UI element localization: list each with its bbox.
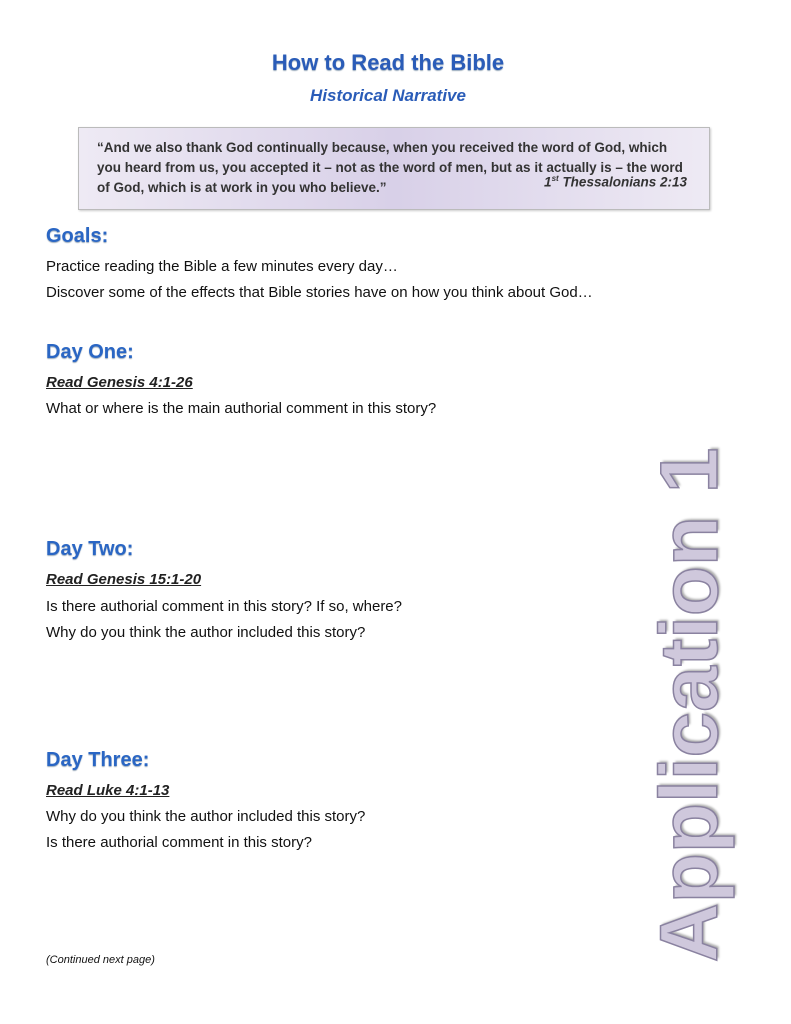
goals-heading: Goals: [46,225,109,247]
continued-note: (Continued next page) [46,954,155,966]
question: What or where is the main authorial comment in this story? [46,400,437,417]
day-three-reading: Read Luke 4:1-13 [46,782,170,799]
ref-book: Thessalonians 2:13 [558,174,687,189]
ref-num: 1 [544,174,552,189]
day-three-heading: Day Three: [46,749,150,771]
side-label [640,447,740,963]
ref-sup: st [551,173,559,183]
side-label-text: Application 1 [644,447,735,963]
goal-line: Practice reading the Bible a few minutes every day… [46,258,398,275]
scripture-quote-box [78,127,710,210]
question: Why do you think the author included this story? [46,624,366,641]
day-two-reading: Read Genesis 15:1-20 [46,571,202,588]
page-title: How to Read the Bible [271,50,505,75]
day-two-heading: Day Two: [46,538,134,560]
question: Is there authorial comment in this story? If so, where? [46,598,402,615]
quote-reference [544,169,687,193]
day-one-reading: Read Genesis 4:1-26 [46,374,193,391]
quote-text: “And we also thank God continually because, when you received the word of God, which you heard from us, you accepted it – not as the word of men, but as it actually is – the word of God, which is at work in you who believe.” [97,140,683,195]
page-subtitle: Historical Narrative [310,86,466,105]
goal-line: Discover some of the effects that Bible stories have on how you think about God… [46,284,593,301]
day-one-heading: Day One: [46,341,134,363]
question: Is there authorial comment in this story? [46,834,312,851]
question: Why do you think the author included this story? [46,808,366,825]
